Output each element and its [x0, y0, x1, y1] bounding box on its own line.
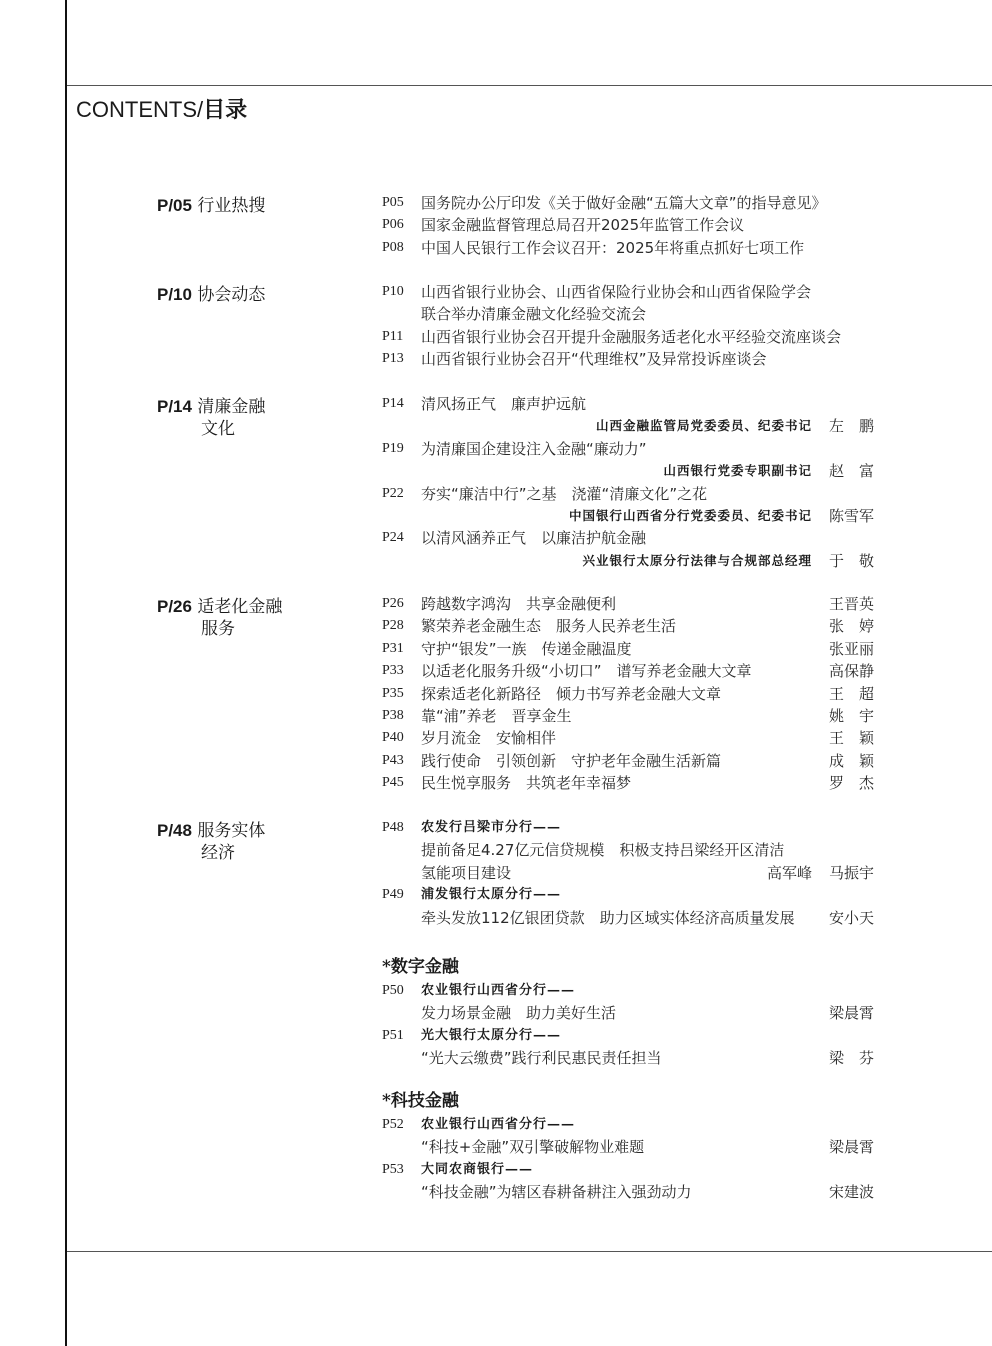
section-name-continued: 服务: [201, 619, 235, 639]
toc-entry[interactable]: [382, 483, 882, 505]
section-label: [157, 284, 317, 306]
author-position: 中国银行山西省分行党委委员、纪委书记: [568, 507, 812, 523]
toc-entry[interactable]: [382, 348, 882, 370]
entry-title: 探索适老化新路径 倾力书写养老金融大文章: [421, 684, 722, 703]
entry-title: “科技金融”为辖区春耕备耕注入强劲动力: [421, 1183, 692, 1202]
section-label: [157, 195, 317, 217]
section-code: P/48: [157, 821, 192, 840]
author-position: 兴业银行太原分行法律与合规部总经理: [582, 552, 812, 568]
section-name-continued: 经济: [201, 843, 235, 863]
entry-title: 提前备足4.27亿元信贷规模 积极支持吕梁经开区清洁: [421, 841, 785, 860]
page-number: P49: [382, 887, 404, 903]
entry-author: 姚 宇: [828, 706, 874, 725]
toc-entry[interactable]: [382, 839, 882, 861]
section-code: P/26: [157, 597, 192, 616]
page-number: P14: [382, 396, 404, 411]
page-number: P19: [382, 440, 404, 456]
entry-author: 罗 杰: [828, 774, 874, 793]
toc-entry[interactable]: [382, 638, 882, 660]
entry-author: 马振宇: [828, 863, 874, 882]
entry-title: 以清风涵养正气 以廉洁护航金融: [421, 529, 647, 548]
toc-entry[interactable]: [382, 1114, 882, 1136]
entry-title: 山西省银行业协会召开提升金融服务适老化水平经验交流座谈会: [421, 327, 842, 346]
entry-author: 梁 芬: [828, 1049, 874, 1068]
entry-title: 夯实“廉洁中行”之基 浇灌“清廉文化”之花: [421, 484, 708, 503]
entry-title: 发力场景金融 助力美好生活: [421, 1004, 617, 1023]
entry-author: 陈雪军: [828, 506, 874, 525]
entry-author: 成 颖: [828, 751, 874, 770]
page-number: P11: [382, 328, 404, 344]
page-number: P26: [382, 596, 404, 611]
entry-title: 国务院办公厅印发《关于做好金融“五篇大文章”的指导意见》: [421, 194, 827, 212]
entry-organization: 农业银行山西省分行——: [421, 983, 576, 998]
entry-title: 民生悦享服务 共筑老年幸福梦: [421, 774, 632, 793]
entry-author: 左 鹏: [828, 417, 874, 436]
page-number: P24: [382, 530, 404, 546]
section-name: 适老化金融: [197, 597, 283, 617]
bottom-divider: [67, 1251, 992, 1252]
author-position: 山西金融监管局党委委员、纪委书记: [595, 418, 812, 434]
subsection-entries: [382, 954, 882, 1070]
toc-entry[interactable]: [382, 727, 882, 749]
entry-title: 中国人民银行工作会议召开：2025年将重点抓好七项工作: [421, 238, 805, 257]
entry-title: 山西省银行业协会召开“代理维权”及异常投诉座谈会: [421, 350, 767, 369]
section-entries: [382, 593, 882, 795]
entry-title: 守护“银发”一族 传递金融温度: [421, 639, 632, 658]
toc-entry[interactable]: [382, 303, 882, 325]
toc-entry[interactable]: [382, 326, 882, 348]
entry-author: 张 婷: [828, 617, 874, 636]
toc-entry[interactable]: [382, 907, 882, 929]
top-divider: [67, 85, 992, 86]
subsection-entries: [382, 1088, 882, 1204]
entry-organization: 浦发银行太原分行——: [421, 887, 562, 903]
toc-entry[interactable]: [382, 460, 882, 482]
toc-entry[interactable]: [382, 980, 882, 1002]
entry-title: 岁月流金 安愉相伴: [421, 729, 557, 748]
subsection-heading: *科技金融: [382, 1091, 459, 1111]
section-name-continued: 文化: [201, 419, 235, 439]
toc-entry[interactable]: [382, 817, 882, 839]
section-entries: [382, 281, 882, 371]
entry-title: 跨越数字鸿沟 共享金融便利: [421, 595, 617, 613]
page-number: P38: [382, 707, 404, 723]
entry-author-secondary: 高军峰: [766, 863, 812, 882]
page-number: P05: [382, 195, 404, 210]
entry-author: 张亚丽: [828, 639, 874, 658]
page-number: P22: [382, 485, 404, 501]
page-number: P43: [382, 752, 404, 768]
entry-author: 安小天: [828, 908, 874, 927]
toc-entry[interactable]: [382, 1136, 882, 1158]
section-name: 行业热搜: [197, 196, 266, 216]
entry-author: 梁晨霄: [828, 1138, 874, 1157]
toc-entry[interactable]: [382, 237, 882, 259]
entry-organization: 大同农商银行——: [421, 1161, 534, 1177]
toc-entry[interactable]: [382, 593, 882, 615]
page-number: P13: [382, 351, 404, 367]
section-label: [157, 396, 317, 440]
section-code: P/05: [157, 196, 192, 215]
section-code: P/14: [157, 397, 192, 416]
toc-entry[interactable]: [382, 705, 882, 727]
page-number: P52: [382, 1117, 404, 1132]
section-entries: [382, 817, 882, 929]
toc-entry[interactable]: [382, 505, 882, 527]
page-number: P31: [382, 640, 404, 656]
entry-title: 氢能项目建设: [421, 863, 512, 882]
page-number: P50: [382, 983, 404, 998]
subsection-heading: *数字金融: [382, 957, 459, 977]
toc-entry[interactable]: [382, 750, 882, 772]
entry-author: 高保静: [828, 662, 874, 681]
page-number: P40: [382, 730, 404, 746]
toc-entry[interactable]: [382, 1002, 882, 1024]
toc-entry[interactable]: [382, 1159, 882, 1181]
entry-author: 宋建波: [828, 1183, 874, 1202]
entry-author: 王 超: [828, 684, 874, 703]
page-number: P28: [382, 618, 404, 634]
toc-entry[interactable]: [382, 550, 882, 572]
toc-entry[interactable]: [382, 1181, 882, 1203]
section-entries: [382, 393, 882, 572]
section-entries: [382, 192, 882, 259]
page-number: P06: [382, 217, 404, 233]
entry-title: 以适老化服务升级“小切口” 谱写养老金融大文章: [421, 662, 752, 681]
entry-organization: 光大银行太原分行——: [421, 1027, 562, 1043]
page-number: P35: [382, 685, 404, 701]
toc-entry[interactable]: [382, 683, 882, 705]
entry-author: 梁晨霄: [828, 1004, 874, 1023]
entry-title: 联合举办清廉金融文化经验交流会: [421, 305, 647, 324]
page-title: [76, 93, 247, 124]
section-name: 协会动态: [197, 285, 266, 305]
toc-entry[interactable]: [382, 415, 882, 437]
toc-entry[interactable]: [382, 615, 882, 637]
toc-entry[interactable]: [382, 1047, 882, 1069]
entry-organization: 农发行吕梁市分行——: [421, 820, 562, 835]
page-number: P51: [382, 1027, 404, 1043]
section-code: P/10: [157, 285, 192, 304]
entry-title: 国家金融监督管理总局召开2025年监管工作会议: [421, 216, 745, 235]
entry-title: 践行使命 引领创新 守护老年金融生活新篇: [421, 751, 722, 770]
entry-author: 王 颖: [828, 729, 874, 748]
toc-entry[interactable]: [382, 192, 882, 214]
page-number: P48: [382, 820, 404, 835]
section-name: 清廉金融: [197, 397, 266, 417]
page-title-zh: 目录: [203, 98, 248, 123]
page-number: P45: [382, 775, 404, 791]
section-label: [157, 820, 317, 864]
entry-title: 牵头发放112亿银团贷款 助力区域实体经济高质量发展: [421, 908, 795, 927]
toc-entry[interactable]: [382, 527, 882, 549]
section-label: [157, 596, 317, 640]
entry-title: “科技+金融”双引擎破解物业难题: [421, 1138, 645, 1157]
toc-entry[interactable]: [382, 862, 882, 884]
page-number: P08: [382, 239, 404, 255]
toc-entry[interactable]: [382, 884, 882, 906]
left-margin-rule: [65, 0, 67, 1346]
entry-title: 靠“浦”养老 晋享金生: [421, 706, 572, 725]
toc-entry[interactable]: [382, 772, 882, 794]
toc-entry[interactable]: [382, 660, 882, 682]
entry-title: 清风扬正气 廉声护远航: [421, 395, 587, 413]
entry-author: 于 敬: [828, 551, 874, 570]
toc-entry[interactable]: [382, 438, 882, 460]
toc-entry[interactable]: [382, 281, 882, 303]
toc-entry[interactable]: [382, 1025, 882, 1047]
toc-entry[interactable]: [382, 214, 882, 236]
page-number: P33: [382, 663, 404, 679]
toc-entry[interactable]: [382, 393, 882, 415]
entry-author: 赵 富: [828, 462, 874, 481]
page-title-en: CONTENTS/: [76, 97, 204, 122]
author-position: 山西银行党委专职副书记: [663, 463, 812, 479]
entry-author: 王晋英: [828, 595, 874, 613]
section-name: 服务实体: [197, 821, 266, 841]
entry-title: 山西省银行业协会、山西省保险行业协会和山西省保险学会: [421, 283, 812, 301]
page-number: P10: [382, 284, 404, 299]
entry-title: “光大云缴费”践行利民惠民责任担当: [421, 1049, 662, 1068]
entry-organization: 农业银行山西省分行——: [421, 1117, 576, 1132]
entry-title: 为清廉国企建设注入金融“廉动力”: [421, 439, 647, 458]
entry-title: 繁荣养老金融生态 服务人民养老生活: [421, 617, 677, 636]
page-number: P53: [382, 1161, 404, 1177]
